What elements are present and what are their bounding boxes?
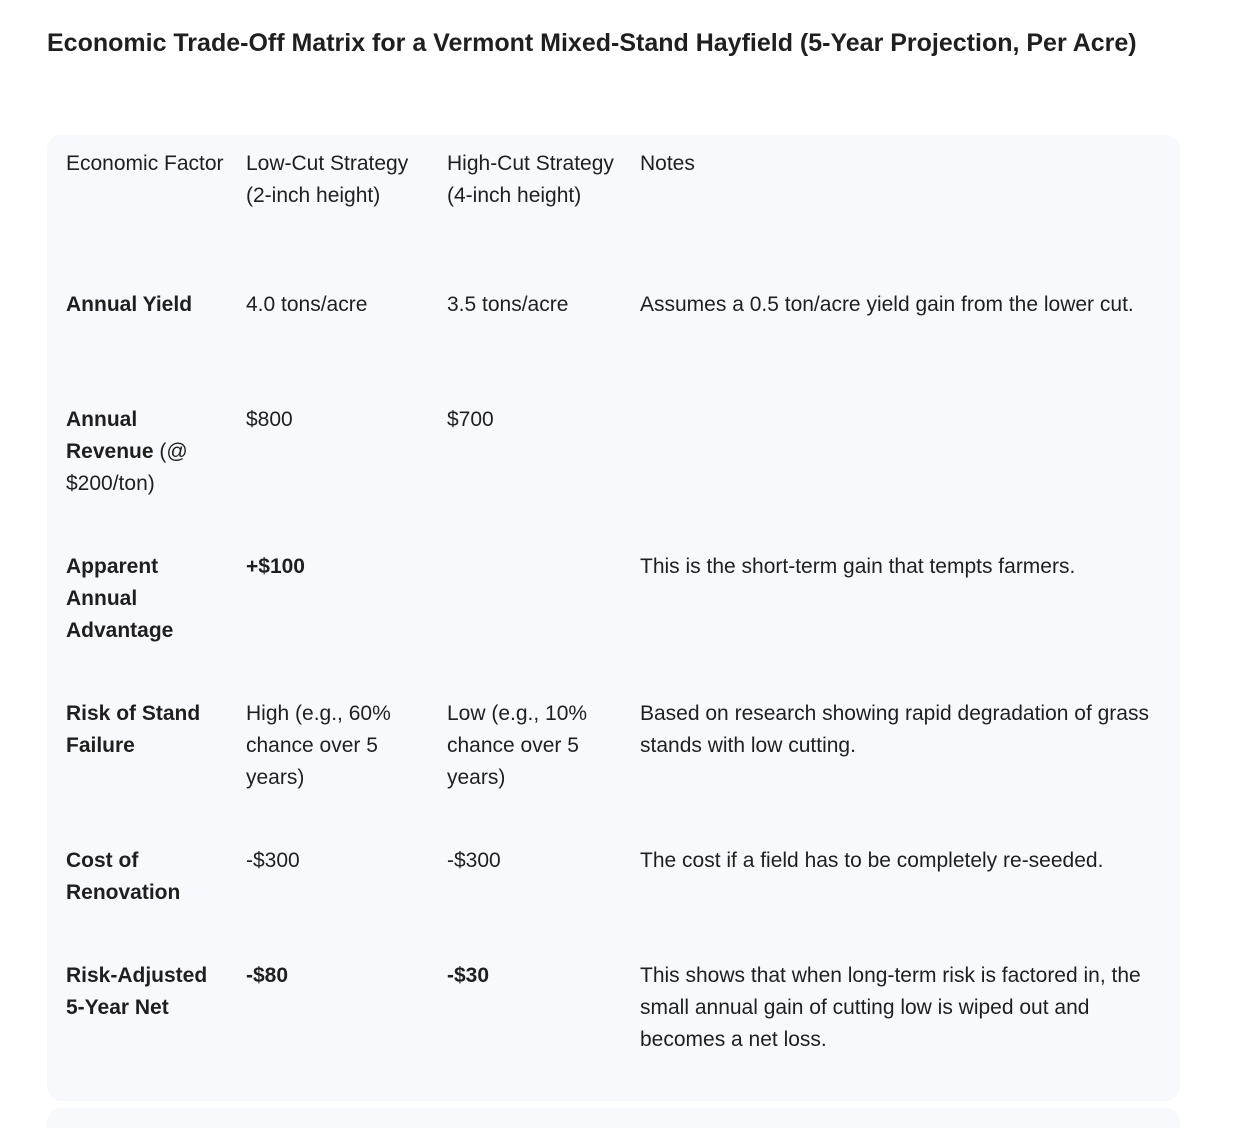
table-row [47, 276, 1180, 391]
row-notes [624, 391, 1180, 538]
header-notes: Notes [640, 152, 695, 175]
table-row [47, 391, 1180, 538]
row-notes: This is the short-term gain that tempts farmers. [640, 555, 1076, 578]
row-low-cut-value: -$300 [246, 849, 300, 872]
header-low-cut-strategy: Low-Cut Strategy (2-inch height) [246, 152, 409, 207]
page-title: Economic Trade-Off Matrix for a Vermont Mixed-Stand Hayfield (5-Year Projection, Per Acre) [47, 29, 1137, 57]
row-high-cut-value: -$30 [447, 964, 490, 987]
row-notes: This shows that when long-term risk is factored in, the small annual gain of cutting low is wiped out and becomes a net loss. [640, 964, 1141, 1051]
row-low-cut-value: -$80 [246, 964, 289, 987]
tradeoff-table [47, 135, 1180, 1078]
row-factor: Annual Yield [66, 293, 193, 316]
row-high-cut-value [427, 538, 624, 685]
row-low-cut-value: High (e.g., 60% chance over 5 years) [246, 702, 391, 789]
row-factor: Apparent Annual Advantage [66, 555, 174, 642]
row-high-cut-value: 3.5 tons/acre [447, 293, 569, 316]
table-row [47, 947, 1180, 1078]
table-row [47, 832, 1180, 947]
next-block-edge [47, 1108, 1180, 1128]
row-low-cut-value: 4.0 tons/acre [246, 293, 368, 316]
table-row [47, 538, 1180, 685]
row-factor: Risk-Adjusted 5-Year Net [66, 964, 208, 1019]
row-notes: Based on research showing rapid degradation of grass stands with low cutting. [640, 702, 1149, 757]
row-low-cut-value: +$100 [246, 555, 305, 578]
tradeoff-table-card [47, 135, 1180, 1101]
table-row [47, 685, 1180, 832]
header-economic-factor: Economic Factor [66, 152, 224, 175]
row-high-cut-value: Low (e.g., 10% chance over 5 years) [447, 702, 588, 789]
row-factor: Risk of Stand Failure [66, 702, 201, 757]
row-factor-label: Annual Revenue [66, 408, 154, 463]
row-notes: Assumes a 0.5 ton/acre yield gain from the lower cut. [640, 293, 1134, 316]
row-low-cut-value: $800 [246, 408, 293, 431]
table-header-row [47, 135, 1180, 276]
row-factor: Cost of Renovation [66, 849, 181, 904]
row-high-cut-value: $700 [447, 408, 494, 431]
header-high-cut-strategy: High-Cut Strategy (4-inch height) [447, 152, 614, 207]
row-notes: The cost if a field has to be completely re-seeded. [640, 849, 1104, 872]
row-high-cut-value: -$300 [447, 849, 501, 872]
row-factor [47, 391, 227, 538]
row-factor-qualifier: (@ $200/ton) [66, 440, 188, 495]
